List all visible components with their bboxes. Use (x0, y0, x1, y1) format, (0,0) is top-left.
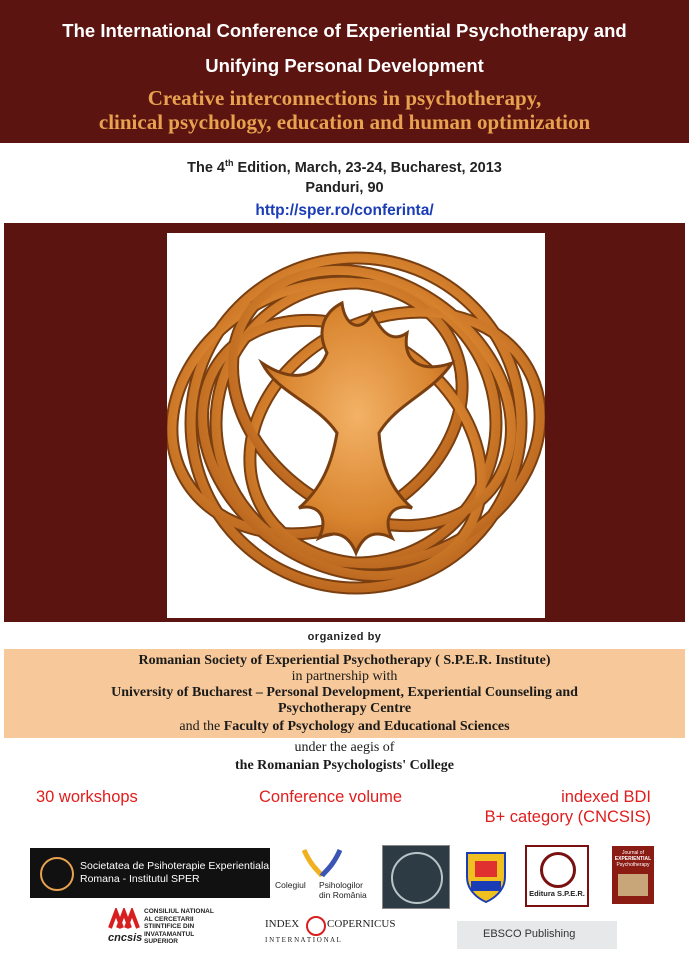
faculty-name: Faculty of Psychology and Educational Sciences (223, 719, 510, 734)
edition-line (0, 158, 689, 176)
conference-volume-highlight: Conference volume (259, 788, 403, 806)
cncsis-abbr: cncsis (108, 932, 143, 944)
edition-post: Edition, March, 23-24, Bucharest, 2013 (233, 159, 502, 176)
organized-by-label: organized by (307, 631, 382, 643)
subtitle-line2: clinical psychology, education and human optimization (98, 110, 591, 134)
university-line2-text: Psychotherapy Centre (277, 701, 412, 716)
ebsco-logo (457, 921, 617, 949)
conference-title-line2: Unifying Personal Development (205, 55, 484, 76)
sper-emblem-icon (40, 857, 74, 891)
cncsis-emblem-icon (108, 908, 140, 930)
and-the-text: and the (179, 719, 224, 734)
edition-pre: The 4 (187, 159, 225, 176)
society-name (0, 652, 689, 669)
psihologilor-text: Psihologilor (319, 880, 363, 890)
university-line1-text: University of Bucharest – Personal Development, Experiential Counseling and (111, 685, 578, 700)
university-line1 (0, 684, 689, 701)
college-line (0, 757, 689, 774)
edition-sup: th (225, 158, 234, 168)
international-text: I N T E R N A T I O N A L (265, 936, 341, 944)
aegis-text: under the aegis of (294, 740, 395, 755)
cncsis-fullname: CONSILIUL NATIONAL AL CERCETARII STIINTIFICE DIN INVATAMANTUL SUPERIOR (144, 908, 214, 945)
society-name-text: Romanian Society of Experiential Psychotherapy ( S.P.E.R. Institute) (138, 653, 551, 668)
celtic-tree-icon (167, 233, 545, 618)
partnership-text: in partnership with (291, 669, 398, 684)
venue-address: Panduri, 90 (305, 180, 384, 196)
crest-shield-icon (463, 847, 509, 903)
seal-tree-icon (391, 852, 443, 904)
conference-url-link[interactable]: http://sper.ro/conferinta/ (255, 202, 434, 219)
university-seal-logo (382, 845, 450, 909)
university-line2 (0, 700, 689, 717)
journal-line1: Journal of (622, 850, 644, 856)
index-copernicus-logo (265, 918, 405, 946)
journal-line3: Psychotherapy (616, 862, 650, 868)
workshops-highlight: 30 workshops (36, 788, 138, 806)
copernicus-text: COPERNICUS (327, 918, 396, 930)
copernicus-swirl-icon (306, 916, 326, 936)
sper-logo-line2: Romana - Institutul SPER (80, 873, 200, 885)
conference-title-line1: The International Conference of Experiential Psychotherapy and (62, 20, 627, 41)
journal-line2: EXPERIENTIAL (614, 856, 652, 862)
cncsis-logo (108, 908, 258, 948)
colegiul-emblem-icon (302, 848, 342, 878)
sper-society-logo (30, 848, 270, 898)
editura-emblem-icon (540, 852, 576, 888)
faculty-line (0, 718, 689, 735)
subtitle-line1: Creative interconnections in psychotherapy, (147, 86, 542, 110)
journal-cover-logo (612, 846, 654, 904)
college-name: the Romanian Psychologists' College (235, 758, 454, 773)
indexed-bdi-highlight: indexed BDI (561, 788, 651, 806)
colegiul-text: Colegiul (275, 880, 306, 890)
sper-logo-line1: Societatea de Psihoterapie Experientiala (80, 860, 270, 872)
conference-subtitle (0, 86, 689, 134)
journal-cover-image (618, 874, 648, 896)
din-romania-text: din România (319, 890, 367, 900)
editura-label: Editura S.P.E.R. (529, 889, 585, 898)
cncsis-category-highlight: B+ category (CNCSIS) (484, 808, 651, 826)
colegiul-psihologilor-logo (275, 848, 370, 906)
celtic-tree-logo-image (167, 233, 545, 618)
index-text: INDEX (265, 918, 300, 930)
ebsco-text: EBSCO Publishing (483, 928, 576, 940)
editura-sper-logo (525, 845, 589, 907)
conference-url-row (0, 202, 689, 220)
university-crest-logo (463, 847, 509, 903)
